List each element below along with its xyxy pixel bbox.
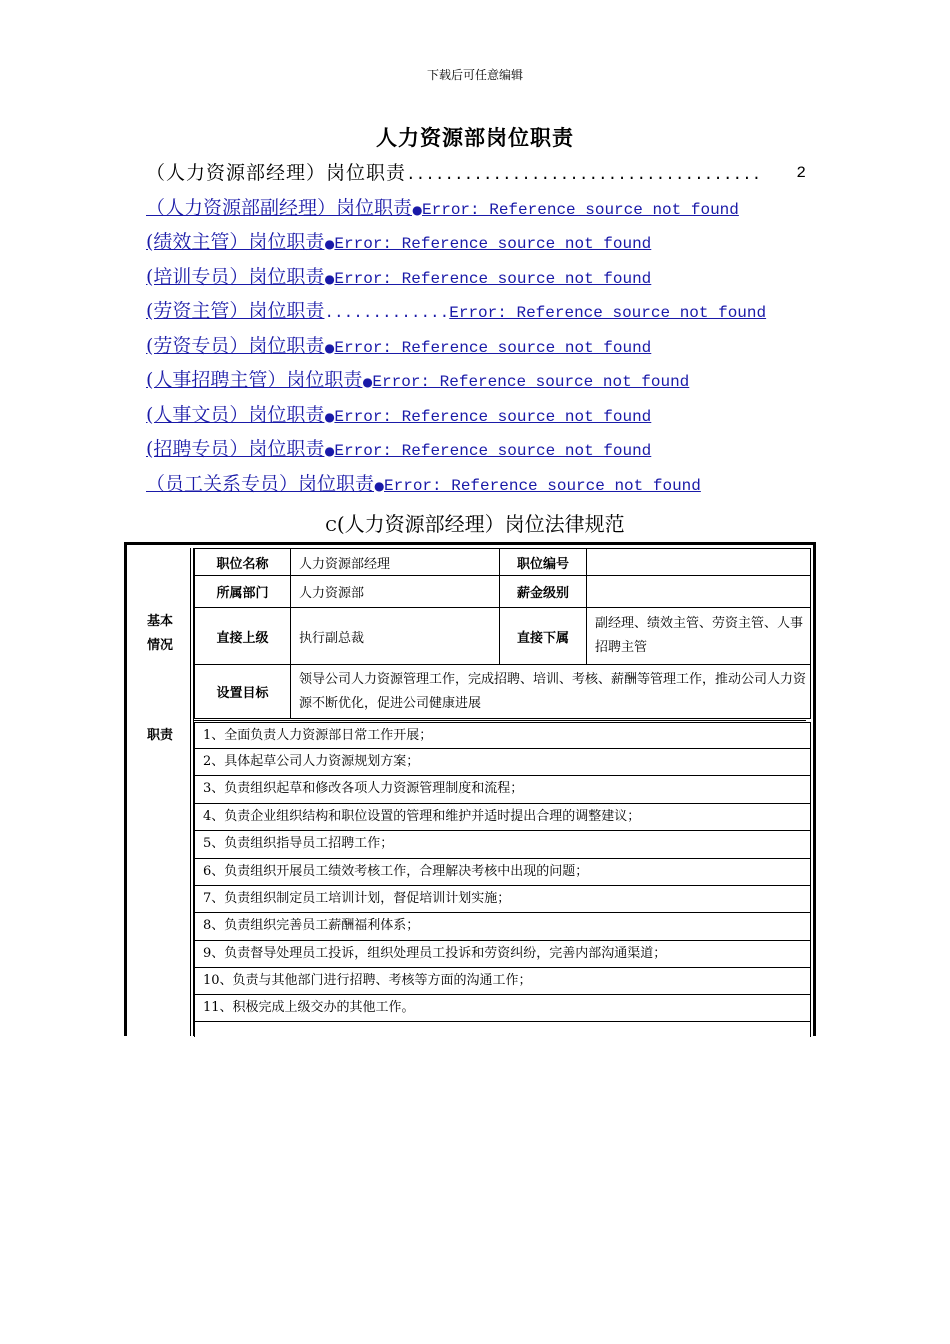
toc-entry[interactable]	[146, 225, 816, 260]
salary-value	[586, 575, 811, 608]
toc-entry-title: (招聘专员）岗位职责	[146, 438, 325, 460]
toc-reference-error: Error: Reference source not found	[334, 407, 652, 426]
toc-entry[interactable]	[146, 329, 816, 364]
toc-entry[interactable]	[146, 156, 816, 191]
duty-item: 7、负责组织制定员工培训计划，督促培训计划实施；	[194, 885, 811, 913]
toc-entry-title: (人事文员）岗位职责	[146, 403, 325, 426]
category-basic-info	[130, 610, 190, 658]
toc-entry-title: (绩效主管）岗位职责	[146, 231, 325, 253]
salary-label: 薪金级别	[499, 575, 587, 608]
goal-value: 领导公司人力资源管理工作，完成招聘、培训、考核、薪酬等管理工作，推动公司人力资源不断优化，促进公司健康进展	[290, 664, 811, 719]
field-marker-icon: ●	[374, 478, 385, 493]
category-basic-line-2: 情况	[146, 638, 173, 653]
position-name-value: 人力资源部经理	[290, 548, 500, 576]
duty-item: 1、全面负责人力资源部日常工作开展；	[194, 722, 811, 749]
section-title-text: (人力资源部经理）岗位法律规范	[336, 512, 625, 536]
field-marker-icon: ●	[324, 237, 335, 251]
toc-reference-error: Error: Reference source not found	[449, 304, 767, 322]
field-marker-icon: ●	[324, 271, 335, 286]
toc-reference-error: Error: Reference source not found	[384, 476, 701, 495]
duty-item: 11、积极完成上级交办的其他工作。	[194, 994, 811, 1022]
duty-item: 5、负责组织指导员工招聘工作；	[194, 830, 811, 859]
field-marker-icon: ●	[324, 340, 335, 355]
category-duties: 职责	[146, 728, 173, 743]
toc-entry-title: (劳资主管）岗位职责	[146, 300, 325, 322]
field-marker-icon: ●	[324, 444, 335, 458]
position-code-label: 职位编号	[499, 548, 587, 576]
department-value: 人力资源部	[290, 575, 500, 608]
duty-item: 6、负责组织开展员工绩效考核工作，合理解决考核中出现的问题；	[194, 858, 811, 886]
category-basic-line-1: 基本	[146, 614, 173, 629]
subordinate-value: 副经理、绩效主管、劳资主管、人事招聘主管	[586, 607, 811, 665]
toc-entry[interactable]	[146, 467, 816, 502]
position-name-label: 职位名称	[194, 548, 291, 576]
toc-leader-dots: .....................................	[406, 166, 762, 184]
toc-reference-error: Error: Reference source not found	[372, 373, 690, 391]
superior-value: 执行副总裁	[290, 607, 500, 665]
header-note: 下载后可任意编辑	[426, 68, 523, 82]
toc-entry[interactable]	[146, 432, 816, 467]
duty-item: 2、具体起草公司人力资源规划方案；	[194, 748, 811, 776]
toc-reference-error: Error: Reference source not found	[334, 338, 652, 357]
subordinate-label: 直接下属	[499, 607, 587, 665]
duty-item: 3、负责组织起草和修改各项人力资源管理制度和流程；	[194, 775, 811, 804]
duty-item: 9、负责督导处理员工投诉，组织处理员工投诉和劳资纠纷，完善内部沟通渠道；	[194, 940, 811, 968]
toc-leader-dots: .............	[324, 304, 450, 322]
toc-reference-error: Error: Reference source not found	[334, 235, 652, 253]
toc-entry[interactable]	[146, 294, 816, 329]
goal-label: 设置目标	[194, 664, 291, 719]
toc-entry[interactable]	[146, 398, 816, 433]
field-marker-icon: ●	[362, 375, 373, 389]
department-label: 所属部门	[194, 575, 291, 608]
position-code-value	[586, 548, 811, 576]
field-marker-icon: ●	[412, 202, 423, 217]
toc-entry[interactable]	[146, 191, 816, 226]
toc-entry[interactable]	[146, 260, 816, 295]
toc-entry-title: （员工关系专员）岗位职责	[146, 472, 375, 495]
document-title: 人力资源部岗位职责	[376, 125, 574, 150]
duty-item: 8、负责组织完善员工薪酬福利体系；	[194, 912, 811, 941]
toc-entry-title: (人事招聘主管）岗位职责	[146, 369, 363, 391]
superior-label: 直接上级	[194, 607, 291, 665]
toc-reference-error: Error: Reference source not found	[422, 200, 739, 219]
section-title	[0, 508, 950, 537]
toc-entry[interactable]	[146, 363, 816, 398]
section-prefix-mark: C	[325, 517, 337, 535]
toc-entry-title: （人力资源部经理）岗位职责	[146, 162, 407, 184]
toc-entry-title: (劳资专员）岗位职责	[146, 334, 325, 357]
toc-entry-title: (培训专员）岗位职责	[146, 265, 325, 288]
field-marker-icon: ●	[324, 409, 335, 424]
duty-item: 4、负责企业组织结构和职位设置的管理和维护并适时提出合理的调整建议；	[194, 803, 811, 831]
toc-page-number: 2	[796, 164, 806, 182]
duty-item-empty	[194, 1021, 811, 1037]
toc-reference-error: Error: Reference source not found	[334, 269, 652, 288]
duty-item: 10、负责与其他部门进行招聘、考核等方面的沟通工作；	[194, 967, 811, 995]
toc-reference-error: Error: Reference source not found	[334, 442, 652, 460]
toc-entry-title: （人力资源部副经理）岗位职责	[146, 196, 413, 219]
section-separator	[194, 718, 806, 721]
table-of-contents	[146, 156, 816, 501]
